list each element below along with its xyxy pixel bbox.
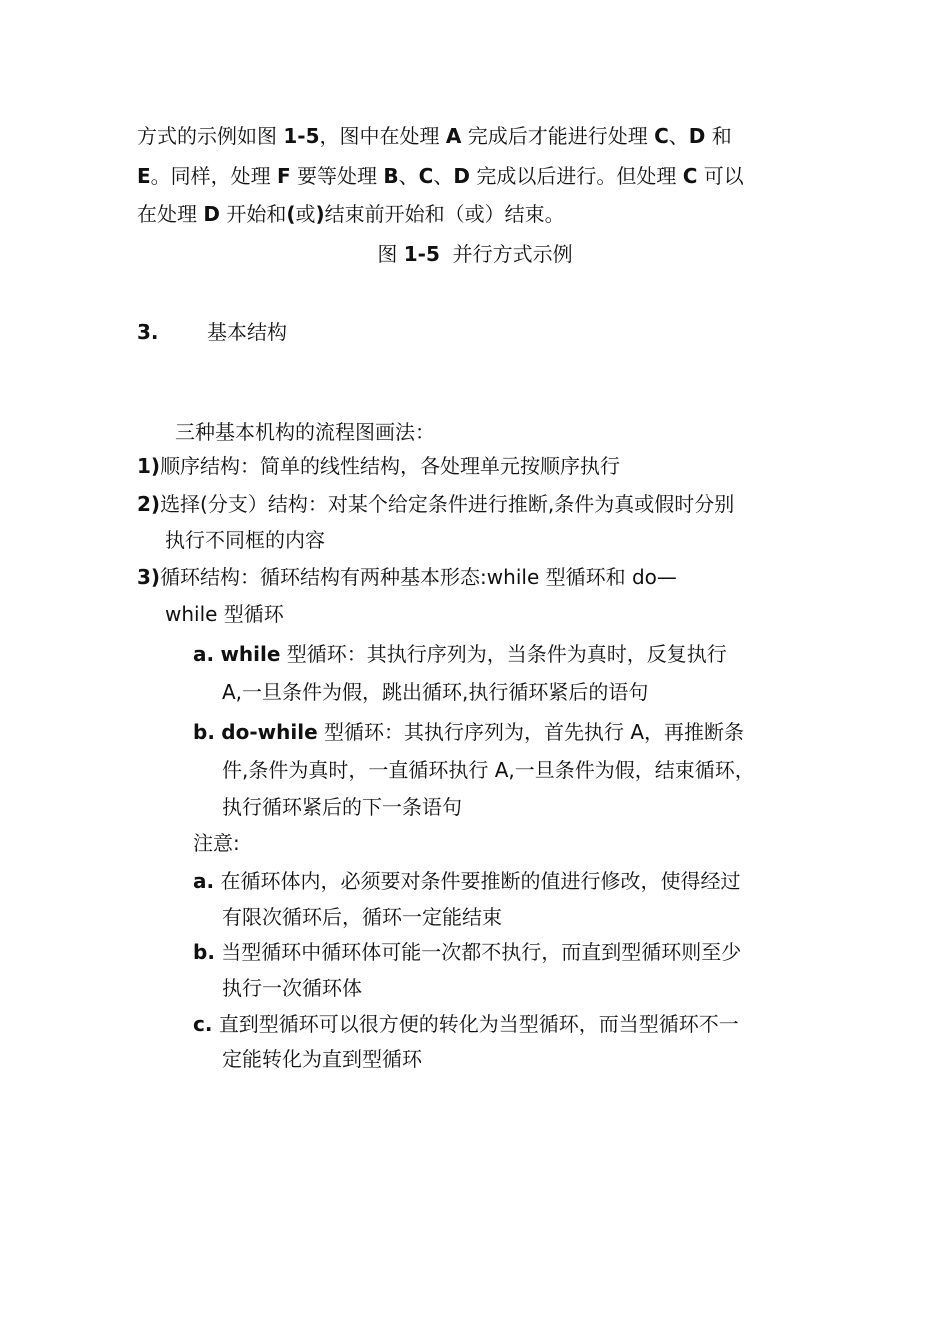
list-marker: a. bbox=[193, 642, 215, 666]
loop-item-b bbox=[193, 718, 744, 746]
var-a: A bbox=[445, 124, 462, 148]
text-run: 、 bbox=[398, 164, 419, 188]
note-b bbox=[193, 938, 741, 966]
item-text: 型循环：其执行序列为，当条件为真时，反复执行 bbox=[280, 642, 727, 666]
var-c: C bbox=[682, 164, 698, 188]
intro-line-1 bbox=[137, 122, 732, 150]
note-a-cont: 有限次循环后，循环一定能结束 bbox=[222, 905, 502, 929]
list-marker: 3) bbox=[137, 565, 161, 589]
var-f: F bbox=[277, 164, 291, 188]
var-d: D bbox=[453, 164, 470, 188]
item-text: 顺序结构：简单的线性结构，各处理单元按顺序执行 bbox=[160, 454, 621, 478]
note-a bbox=[193, 867, 740, 895]
section-number: 3. bbox=[137, 320, 159, 344]
caption-number: 1-5 bbox=[403, 242, 440, 266]
item-text: 直到型循环可以很方便的转化为当型循环，而当型循环不一 bbox=[218, 1012, 739, 1036]
text-run: 可以 bbox=[697, 164, 744, 188]
loop-keyword: do-while bbox=[221, 720, 318, 744]
paren: ) bbox=[315, 202, 325, 226]
list-item-2 bbox=[137, 490, 734, 518]
var-d: D bbox=[688, 124, 706, 148]
text-run: ，图中在处理 bbox=[319, 124, 446, 148]
loop-item-a bbox=[193, 640, 727, 668]
var-b: B bbox=[383, 164, 399, 188]
notes-label: 注意: bbox=[193, 831, 240, 855]
text-run: 、 bbox=[433, 164, 454, 188]
figure-caption bbox=[0, 240, 950, 268]
paren: ( bbox=[286, 202, 296, 226]
note-b-cont: 执行一次循环体 bbox=[222, 976, 362, 1000]
item-text: 选择(分支）结构：对某个给定条件进行推断,条件为真或假时分别 bbox=[160, 492, 735, 516]
figure-ref: 1-5 bbox=[283, 124, 320, 148]
list-item-2-cont: 执行不同框的内容 bbox=[165, 528, 325, 552]
text-run: 要等处理 bbox=[290, 164, 384, 188]
intro-line-3 bbox=[137, 200, 565, 228]
item-text: 在循环体内，必须要对条件要推断的值进行修改，使得经过 bbox=[220, 869, 741, 893]
text-run: 。同样，处理 bbox=[150, 164, 278, 188]
caption-text: 并行方式示例 bbox=[439, 242, 573, 266]
loop-item-b-cont-1: 件,条件为真时，一直循环执行 A,一旦条件为假，结束循环， bbox=[222, 758, 755, 782]
item-text: 循环结构：循环结构有两种基本形态:while 型循环和 do— bbox=[160, 565, 677, 589]
list-marker: c. bbox=[193, 1012, 213, 1036]
list-marker: b. bbox=[193, 940, 215, 964]
list-marker: b. bbox=[193, 720, 215, 744]
note-c-cont: 定能转化为直到型循环 bbox=[222, 1047, 422, 1071]
text-run: 在处理 bbox=[137, 202, 204, 226]
loop-keyword: while bbox=[220, 642, 281, 666]
loop-item-b-cont-2: 执行循环紧后的下一条语句 bbox=[222, 795, 462, 819]
text-run: 或 bbox=[295, 202, 316, 226]
text-run: 和 bbox=[705, 124, 732, 148]
caption-prefix: 图 bbox=[377, 242, 404, 266]
note-c bbox=[193, 1010, 739, 1038]
var-c: C bbox=[654, 124, 669, 148]
list-item-1 bbox=[137, 452, 620, 480]
list-item-3 bbox=[137, 563, 677, 591]
list-intro: 三种基本机构的流程图画法： bbox=[175, 420, 435, 444]
var-c: C bbox=[418, 164, 434, 188]
var-e: E bbox=[137, 164, 151, 188]
loop-item-a-cont: A,一旦条件为假，跳出循环,执行循环紧后的语句 bbox=[222, 680, 649, 704]
list-marker: 2) bbox=[137, 492, 161, 516]
text-run: 、 bbox=[668, 124, 689, 148]
text-run: 完成后才能进行处理 bbox=[461, 124, 655, 148]
list-marker: 1) bbox=[137, 454, 161, 478]
list-item-3-cont: while 型循环 bbox=[165, 602, 284, 626]
var-d: D bbox=[203, 202, 220, 226]
text-run: 方式的示例如图 bbox=[137, 124, 284, 148]
text-run: 结束前开始和（或）结束。 bbox=[324, 202, 565, 226]
item-text: 当型循环中循环体可能一次都不执行，而直到型循环则至少 bbox=[221, 940, 742, 964]
text-run: 完成以后进行。但处理 bbox=[469, 164, 683, 188]
text-run: 开始和 bbox=[219, 202, 287, 226]
item-text: 型循环：其执行序列为，首先执行 A，再推断条 bbox=[317, 720, 745, 744]
section-title: 基本结构 bbox=[207, 320, 287, 344]
list-marker: a. bbox=[193, 869, 215, 893]
intro-line-2 bbox=[137, 162, 744, 190]
